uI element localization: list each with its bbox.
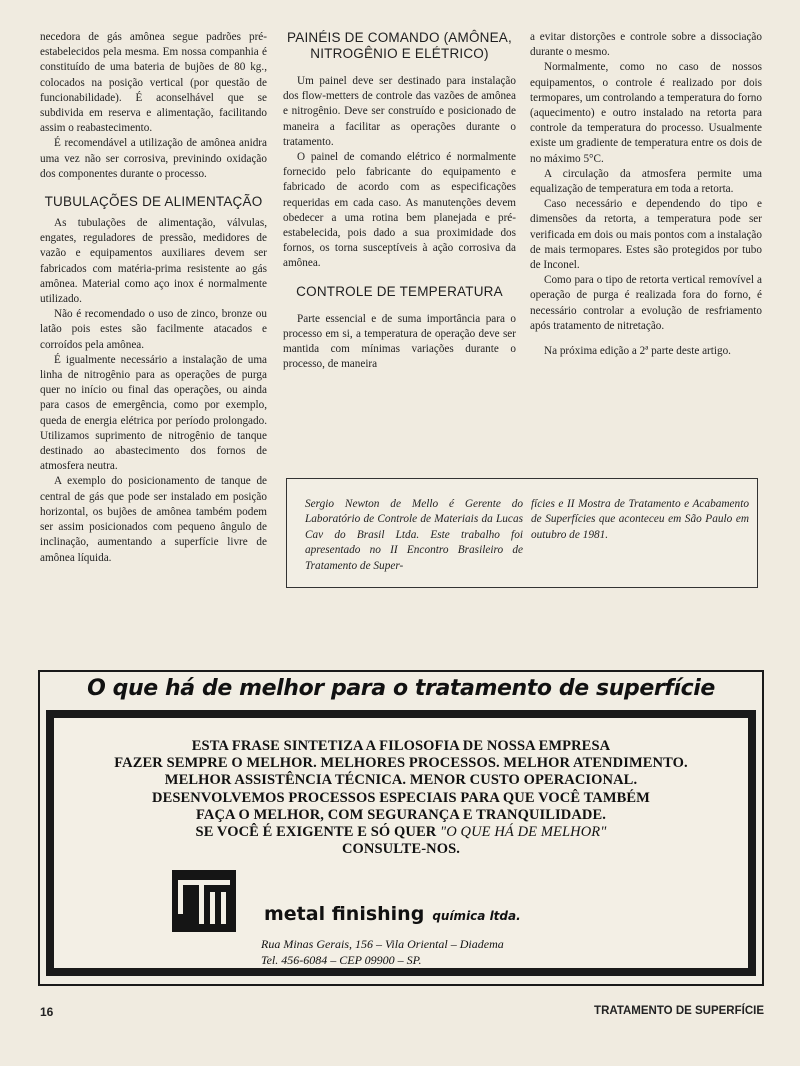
paragraph: Normalmente, como no caso de nossos equipamentos, o controle é realizado por dois termopares, um controlando a temperatura do forno (aquecimento) e outro instalado na retorta para controle da temperatura do processo. Usualmente existe um gradiente de temperatura entre os dois de no máximo 5°C.	[530, 61, 762, 165]
article-column-2	[283, 30, 516, 372]
paragraph: A exemplo do posicionamento de tanque de central de gás que pode ser instalado em posição horizontal, os bujões de amônea também podem ser assim posicionados com pequeno ângulo de inclinação, aumentando a superfície livre de amônea líquida.	[40, 475, 267, 564]
paragraph: Um painel deve ser destinado para instalação dos flow-metters de controle das vazões de amônea e nitrogênio. Deve ser construído e posicionado de maneira a facilitar as operações durante o tratamento.	[283, 75, 516, 148]
article-column-1	[40, 30, 267, 566]
ad-line-part: SE VOCÊ É EXIGENTE E SÓ QUER	[195, 824, 437, 841]
paragraph: É recomendável a utilização de amônea anidra uma vez não ser corrosiva, previnindo oxidação dos componentes durante o processo.	[40, 137, 267, 180]
ad-line: ESTA FRASE SINTETIZA A FILOSOFIA DE NOSSA EMPRESA	[191, 738, 611, 754]
credit-text-right: fícies e II Mostra de Tratamento e Acabamento de Superfícies que aconteceu em São Paulo em outubro de 1981.	[531, 498, 749, 541]
ad-line: FAÇA O MELHOR, COM SEGURANÇA E TRANQUILIDADE.	[196, 806, 606, 823]
brand-subtitle: química ltda.	[432, 909, 521, 923]
paragraph: a evitar distorções e controle sobre a dissociação durante o mesmo.	[530, 31, 762, 59]
paragraph: Como para o tipo de retorta vertical removível a operação de purga é realizada fora do forno, é necessário controlar a evolução de resfriamento após tratamento de nitretação.	[530, 274, 762, 332]
author-credit-box	[286, 478, 758, 588]
paragraph: Caso necessário e dependendo do tipo e dimensões da retorta, a temperatura pode ser verificada em dois ou mais pontos com a instalação de mais termopares. Estes são protegidos por tubo de Inconel.	[530, 198, 762, 272]
section-heading-controle-temperatura: CONTROLE DE TEMPERATURA	[296, 283, 503, 299]
paragraph: As tubulações de alimentação, válvulas, engates, reguladores de pressão, medidores de vazão e equipamentos auxiliares devem ser fabricados com matéria-prima resistente ao gás amônea. Material como aço inox é normalmente utilizado.	[40, 217, 267, 306]
advertisement	[38, 670, 764, 986]
paragraph: necedora de gás amônea segue padrões pré-estabelecidos pela mesma. Em nossa companhia é constituído de uma bateria de bujões de 80 kg., colocados na posição vertical (por questão de funcionabilidade). É aconselhável que se subdivida em reserva e alimentação, facilitando assim o reabastecimento.	[40, 31, 267, 135]
magazine-title: TRATAMENTO DE SUPERFÍCIE	[594, 1005, 764, 1017]
paragraph: Parte essencial e de suma importância para o processo em si, a temperatura de operação deve ser mantida com mínimas variações durante o processo, de maneira	[283, 312, 516, 371]
brand-name	[264, 903, 521, 925]
ad-line	[54, 824, 748, 841]
paragraph: A circulação da atmosfera permite uma equalização de temperatura em toda a retorta.	[530, 167, 762, 196]
ad-address: Rua Minas Gerais, 156 – Vila Oriental – Diadema	[261, 937, 504, 951]
ad-body-frame	[46, 710, 756, 976]
ad-line: FAZER SEMPRE O MELHOR. MELHORES PROCESSOS. MELHOR ATENDIMENTO.	[114, 755, 688, 772]
brand-name-text: metal finishing	[264, 903, 425, 925]
ad-line: DESENVOLVEMOS PROCESSOS ESPECIAIS PARA QUE VOCÊ TAMBÉM	[152, 789, 650, 806]
ad-line: CONSULTE-NOS.	[341, 841, 460, 858]
paragraph: É igualmente necessário a instalação de uma linha de nitrogênio para as operações de purga quer no início ou final das operações, ou ainda para casos de emergência, como por exemplo, queda de energia elétrica por período prolongado. Utilizamos suprimento de nitrogênio de tanque destinado ao abastecimento dos fornos de atmosfera neutra.	[40, 353, 267, 473]
next-edition-note: Na próxima edição a 2ª parte deste artigo.	[544, 345, 731, 358]
metal-finishing-logo-icon	[172, 870, 236, 932]
paragraph: Não é recomendado o uso de zinco, bronze ou latão pois estes são facilmente atacados e corroídos pela amônea.	[40, 308, 267, 351]
paragraph: O painel de comando elétrico é normalmente fornecido pelo fabricante do equipamento e fabricado de acordo com as especificações requeridas em cada caso. As manutenções devem obedecer a uma rotina bem planejada e pré-estabelecida, pois dado a sua proximidade dos fornos, os torna susceptíveis à ação corrosiva da amônea.	[283, 151, 516, 270]
ad-line: MELHOR ASSISTÊNCIA TÉCNICA. MENOR CUSTO OPERACIONAL.	[164, 772, 638, 789]
ad-slogan-block	[54, 738, 748, 858]
section-heading-tubulacoes: TUBULAÇÕES DE ALIMENTAÇÃO	[44, 194, 263, 210]
ad-phone: Tel. 456-6084 – CEP 09900 – SP.	[261, 953, 422, 967]
section-heading-paineis: PAINÉIS DE COMANDO (AMÔNEA, NITROGÊNIO E ELÉTRICO)	[287, 30, 512, 61]
article-column-3	[530, 30, 762, 359]
page-number: 16	[40, 1005, 54, 1019]
credit-text-left: Sergio Newton de Mello é Gerente do Laboratório de Controle de Materiais da Lucas Cav do Brasil Ltda. Este trabalho foi apresentado no II Encontro Brasileiro de Tratamento de Super-	[305, 498, 523, 572]
ad-headline: O que há de melhor para o tratamento de superfície	[87, 676, 715, 701]
ad-quote: "O QUE HÁ DE MELHOR"	[440, 824, 607, 841]
